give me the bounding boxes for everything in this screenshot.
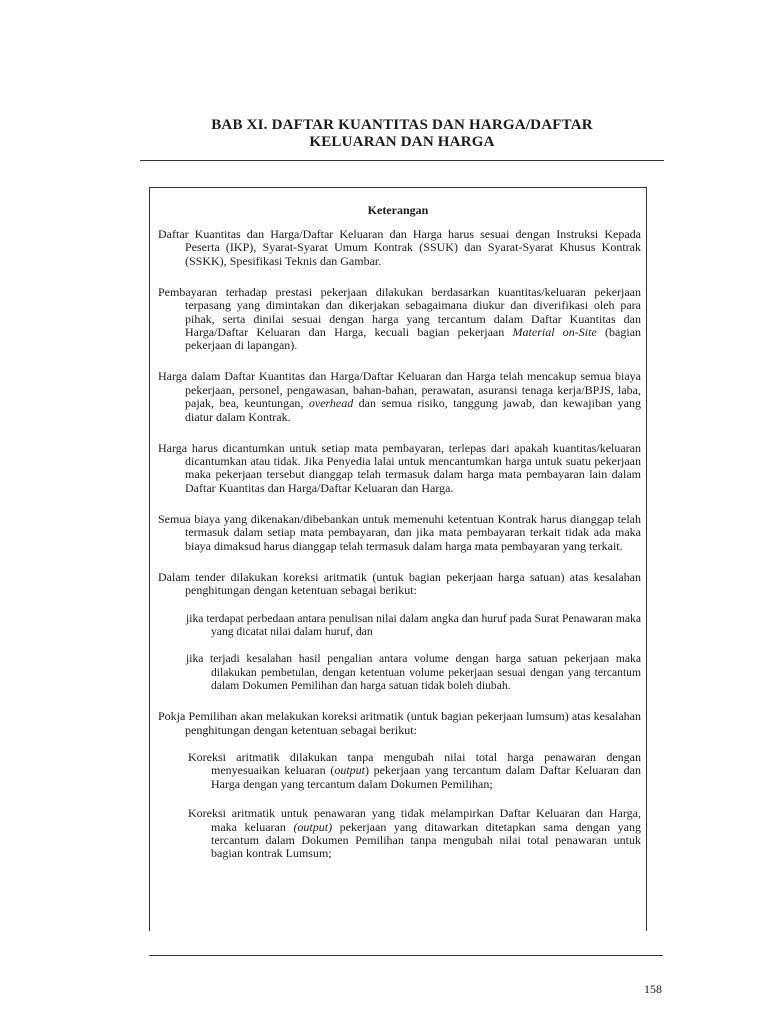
paragraph-7: Pokja Pemilihan akan melakukan koreksi aritmatik (untuk bagian pekerjaan lumsum) atas kesalahan penghitungan dengan ketentuan sebagai berikut:: [158, 709, 641, 737]
paragraph-5: Semua biaya yang dikenakan/dibebankan untuk memenuhi ketentuan Kontrak harus dianggap telah termasuk dalam setiap mata pembayaran, dan jika mata pembayaran terkait tidak ada maka biaya dimaksud harus dianggap telah termasuk dalam harga mata pembayaran yang terkait.: [158, 511, 641, 553]
paragraph-6-item-1: jika terdapat perbedaan antara penulisan nilai dalam angka dan huruf pada Surat Penawaran maka yang dicatat nilai dalam huruf, dan: [186, 611, 641, 638]
paragraph-6: Dalam tender dilakukan koreksi aritmatik (untuk bagian pekerjaan harga satuan) atas kesalahan penghitungan dengan ketentuan sebagai berikut:: [158, 569, 641, 598]
bottom-divider: [149, 955, 663, 956]
page-title-line-1: BAB XI. DAFTAR KUANTITAS DAN HARGA/DAFTAR: [211, 117, 593, 133]
paragraph-7-item-2: Koreksi aritmatik untuk penawaran yang tidak melampirkan Daftar Keluaran dan Harga, maka keluaran (output) pekerjaan yang ditawarkan ditetapkan sama dengan yang tercantum dalam Dokumen Pemilihan tanpa mengubah nilai total penawaran untuk bagian kontrak Lumsum;: [188, 806, 641, 861]
paragraph-4: Harga harus dicantumkan untuk setiap mata pembayaran, terlepas dari apakah kuantitas/keluaran dicantumkan atau tidak. Jika Penyedia lalai untuk mencantumkan harga untuk suatu pekerjaan maka pekerjaan tersebut dianggap telah termasuk dalam harga mata pembayaran lain dalam Daftar Kuantitas dan Harga/Daftar Keluaran dan Harga.: [158, 440, 641, 495]
top-divider: [140, 160, 664, 161]
paragraph-6-item-2: jika terjadi kesalahan hasil pengalian antara volume dengan harga satuan pekerjaan maka dilakukan pembetulan, dengan ketentuan volume pekerjaan sesuai dengan yang tercantum dalam Dokumen Pemilihan dan harga satuan tidak boleh diubah.: [186, 652, 641, 693]
page-title-line-2: KELUARAN DAN HARGA: [309, 134, 495, 150]
paragraph-2: Pembayaran terhadap prestasi pekerjaan dilakukan berdasarkan kuantitas/keluaran pekerjaan terpasang yang dimintakan dan dikerjakan sebagaimana diukur dan diverifikasi oleh para pihak, serta dinilai sesuai dengan harga yang tercantum dalam Daftar Kuantitas dan Harga/Daftar Keluaran dan Harga, kecuali bagian pekerjaan Material on-Site (bagian pekerjaan di lapangan).: [158, 284, 642, 353]
page-title: [140, 117, 664, 151]
paragraph-7-item-1: Koreksi aritmatik dilakukan tanpa mengubah nilai total harga penawaran dengan menyesuaikan keluaran (output) pekerjaan yang tercantum dalam Daftar Keluaran dan Harga dengan yang tercantum dalam Dokumen Pemilihan;: [188, 749, 641, 791]
paragraph-1: Daftar Kuantitas dan Harga/Daftar Keluaran dan Harga harus sesuai dengan Instruksi Kepada Peserta (IKP), Syarat-Syarat Umum Kontrak (SSUK) dan Syarat-Syarat Khusus Kontrak (SSKK), Spesifikasi Teknis dan Gambar.: [158, 227, 641, 268]
paragraph-3: Harga dalam Daftar Kuantitas dan Harga/Daftar Keluaran dan Harga telah mencakup semua biaya pekerjaan, personel, pengawasan, bahan-bahan, perawatan, asuransi tenaga kerja/BPJS, laba, pajak, bea, keuntungan, overhead dan semua risiko, tanggung jawab, dan kewajiban yang diatur dalam Kontrak.: [158, 369, 642, 424]
notes-content: [158, 228, 641, 877]
notes-heading: Keterangan: [367, 203, 429, 217]
page-number: 158: [644, 982, 662, 996]
